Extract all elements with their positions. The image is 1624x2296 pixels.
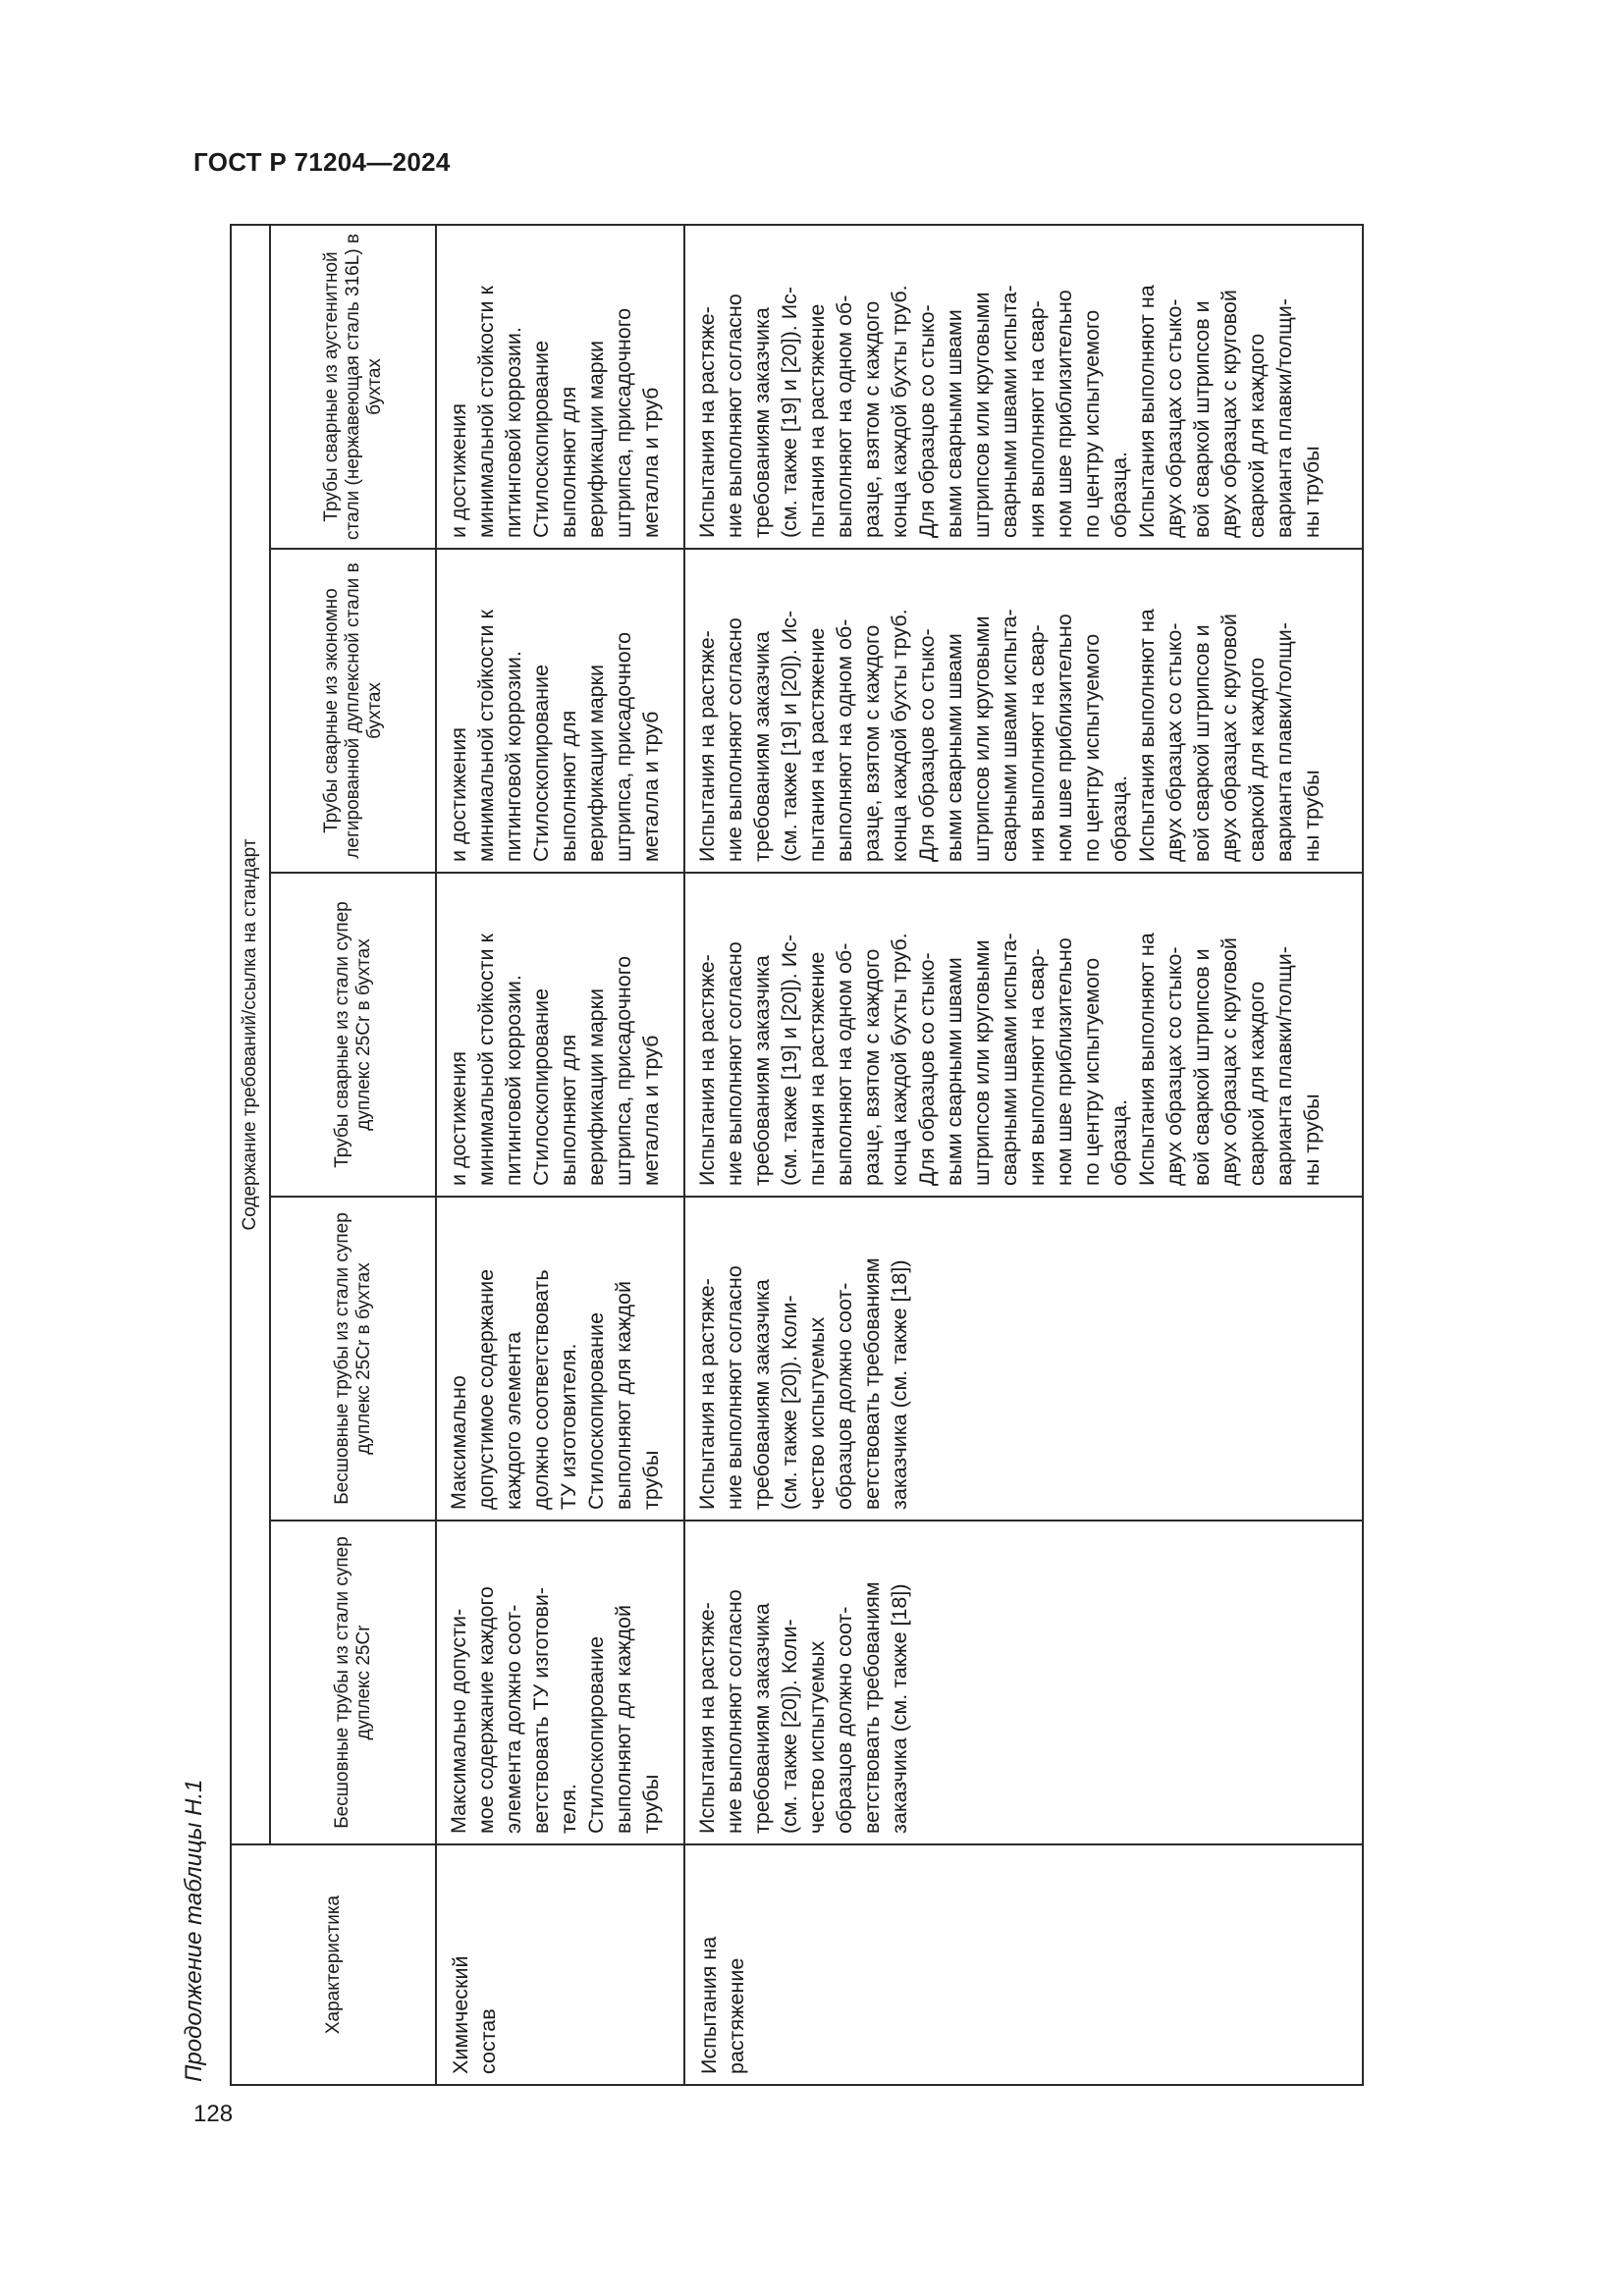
table-row [436, 225, 684, 2085]
table-cell: Испытания на растяже- ние выполняют согласно требованиям заказчика (см. также [20]). Коли- чество испытуемых образцов должно соот- ветствовать требованиям заказчика (см. также [18]) [684, 1197, 1363, 1521]
table-cell: Испытания на растяже- ние выполняют согласно требованиям заказчика (см. также [19] и [20]). Ис- пытания на растяжение выполняют на одном об- разце, взятом с каждого конца каждой бухты труб. Для образцов со стыко- выми сварными швами штрипсов или круговыми сварными швами испыта- ния выполняют на свар- ном шве приблизительно по центру испытуемого образца. Испытания выполняют на двух образцах со стыко- вой сваркой штрипсов и двух образцах с круговой сваркой для каждого варианта плавки/толщи- ны трубы [684, 873, 1363, 1197]
column-header: Трубы сварные из экономно легированной дуплексной стали в бухтах [270, 549, 436, 873]
column-header: Бесшовные трубы из стали супер дуплекс 25Cr в бухтах [270, 1197, 436, 1521]
table-cell: и достижения минимальной стойкости к питинговой коррозии. Стилоскопирование выполняют для верификации марки штрипса, присадочного металла и труб [436, 549, 684, 873]
table-cell: Испытания на растяже- ние выполняют согласно требованиям заказчика (см. также [19] и [20]). Ис- пытания на растяжение выполняют на одном об- разце, взятом с каждого конца каждой бухты труб. Для образцов со стыко- выми сварными швами штрипсов или круговыми сварными швами испыта- ния выполняют на свар- ном шве приблизительно по центру испытуемого образца. Испытания выполняют на двух образцах со стыко- вой сваркой штрипсов и двух образцах с круговой сваркой для каждого варианта плавки/толщи- ны трубы [684, 549, 1363, 873]
table-cell: и достижения минимальной стойкости к питинговой коррозии. Стилоскопирование выполняют для верификации марки штрипса, присадочного металла и труб [436, 873, 684, 1197]
column-header: Трубы сварные из аустенитной стали (нержавеющая сталь 316L) в бухтах [270, 225, 436, 549]
table-cell: Максимально допустимое содержание каждого элемента должно соответствовать ТУ изготовителя. Стилоскопирование выполняют для каждой трубы [436, 1197, 684, 1521]
table-cell: Максимально допусти- мое содержание каждого элемента должно соот- ветствовать ТУ изготови- теля. Стилоскопирование выполняют для каждой трубы [436, 1521, 684, 1844]
row-characteristic: Химический состав [436, 1844, 684, 2085]
document-header: ГОСТ Р 71204—2024 [193, 147, 451, 177]
table-row [684, 225, 1363, 2085]
table-header-row-columns [270, 225, 436, 2085]
table-cell: Испытания на растяже- ние выполняют согласно требованиям заказчика (см. также [20]). Коли- чество испытуемых образцов должно соот- ветствовать требованиям заказчика (см. также [18]) [684, 1521, 1363, 1844]
table-cell: Испытания на растяже- ние выполняют согласно требованиям заказчика (см. также [19] и [20]). Ис- пытания на растяжение выполняют на одном об- разце, взятом с каждого конца каждой бухты труб. Для образцов со стыко- выми сварными швами штрипсов или круговыми сварными швами испыта- ния выполняют на свар- ном шве приблизительно по центру испытуемого образца. Испытания выполняют на двух образцах со стыко- вой сваркой штрипсов и двух образцах с круговой сваркой для каждого варианта плавки/толщи- ны трубы [684, 225, 1363, 549]
requirements-table [230, 224, 1364, 2086]
column-group-header: Содержание требований/ссылка на стандарт [231, 225, 270, 1844]
row-characteristic: Испытания на растяжение [684, 1844, 1363, 2085]
column-header: Бесшовные трубы из стали супер дуплекс 25Cr [270, 1521, 436, 1844]
table-header-row-group [231, 225, 270, 2085]
table-caption: Продолжение таблицы Н.1 [181, 1779, 207, 2082]
column-header: Трубы сварные из стали супер дуплекс 25Cr в бухтах [270, 873, 436, 1197]
page-number: 128 [193, 2101, 234, 2127]
column-header-characteristic: Характеристика [231, 1844, 436, 2085]
table-cell: и достижения минимальной стойкости к питинговой коррозии. Стилоскопирование выполняют для верификации марки штрипса, присадочного металла и труб [436, 225, 684, 549]
rotated-table-block [162, 226, 1365, 2086]
